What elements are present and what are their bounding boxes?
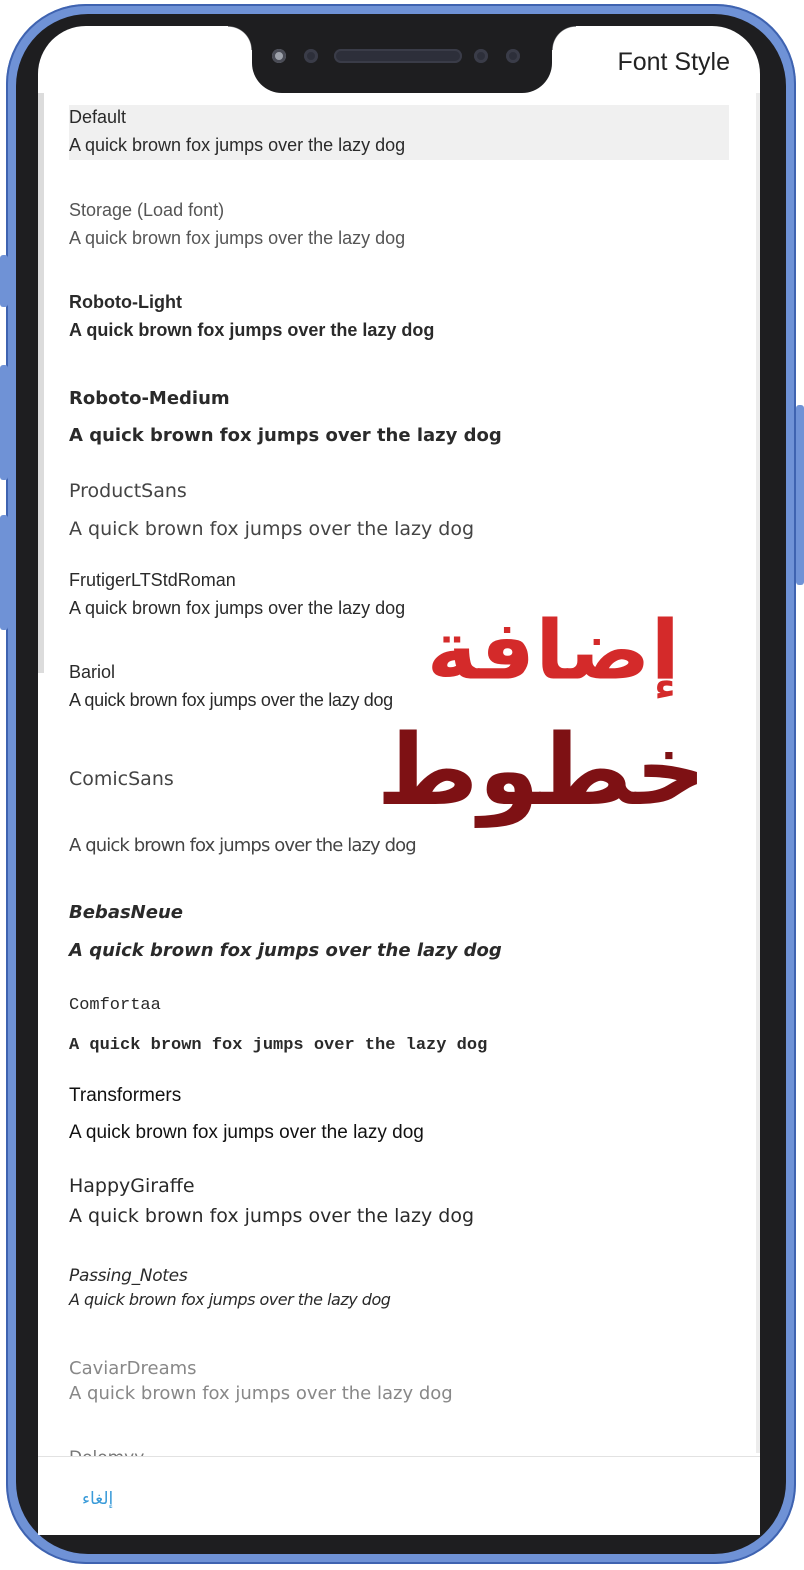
font-name: ComicSans xyxy=(69,768,174,790)
power-button xyxy=(796,405,804,585)
font-name: Roboto-Medium xyxy=(69,388,230,409)
font-option-default[interactable] xyxy=(69,105,729,160)
font-sample: A quick brown fox jumps over the lazy dog xyxy=(69,1290,391,1309)
font-sample: A quick brown fox jumps over the lazy dog xyxy=(69,690,393,710)
font-name: HappyGiraffe xyxy=(69,1175,195,1197)
speaker-grille xyxy=(334,49,462,63)
font-name: Passing_Notes xyxy=(69,1266,188,1286)
sensor-icon xyxy=(474,49,488,63)
screen xyxy=(38,26,760,1534)
font-sample: A quick brown fox jumps over the lazy dog xyxy=(69,1036,488,1055)
font-option-transformers[interactable] xyxy=(69,1083,729,1153)
font-option-comfortaa[interactable] xyxy=(69,994,729,1064)
font-sample: A quick brown fox jumps over the lazy dog xyxy=(69,228,406,248)
font-sample: A quick brown fox jumps over the lazy dog xyxy=(69,835,416,856)
font-sample: A quick brown fox jumps over the lazy dog xyxy=(69,425,502,446)
sensor-icon xyxy=(304,49,318,63)
font-option-roboto-medium[interactable] xyxy=(69,386,729,456)
font-sample: A quick brown fox jumps over the lazy dog xyxy=(69,135,406,155)
font-name: Default xyxy=(69,107,127,127)
font-name: Transformers xyxy=(69,1085,182,1106)
font-name: Bariol xyxy=(69,662,116,682)
font-sample: A quick brown fox jumps over the lazy dog xyxy=(69,1205,475,1227)
cancel-button[interactable]: إلغاء xyxy=(82,1489,114,1509)
notch xyxy=(252,26,552,93)
font-sample: A quick brown fox jumps over the lazy dog xyxy=(69,320,435,340)
font-sample: A quick brown fox jumps over the lazy dog xyxy=(69,1383,453,1404)
font-sample: A quick brown fox jumps over the lazy dog xyxy=(69,1122,424,1143)
font-option-storage[interactable] xyxy=(69,198,729,258)
font-name: ProductSans xyxy=(69,480,187,502)
volume-down-button xyxy=(0,515,8,630)
font-option-productsans[interactable] xyxy=(69,478,729,548)
font-option-passing-notes[interactable] xyxy=(69,1264,729,1316)
dialog-title: Font Style xyxy=(617,48,730,76)
font-sample: A quick brown fox jumps over the lazy dog xyxy=(69,940,502,961)
font-sample: A quick brown fox jumps over the lazy dog xyxy=(69,518,475,540)
font-sample: A quick brown fox jumps over the lazy dog xyxy=(69,598,406,618)
volume-up-button xyxy=(0,365,8,480)
font-option-partial[interactable] xyxy=(69,1446,144,1456)
font-name: Comfortaa xyxy=(69,996,161,1015)
overlay-title-line2: خطوط xyxy=(376,714,706,828)
font-option-roboto-light[interactable] xyxy=(69,290,729,350)
font-name: Roboto-Light xyxy=(69,292,182,312)
font-name: BebasNeue xyxy=(69,902,183,923)
sensor-icon xyxy=(506,49,520,63)
font-option-bebasneue[interactable] xyxy=(69,900,729,970)
font-name: Storage (Load font) xyxy=(69,200,225,220)
camera-icon xyxy=(272,49,286,63)
mute-switch xyxy=(0,255,8,307)
font-name: CaviarDreams xyxy=(69,1358,197,1379)
overlay-title-line1: إضافة xyxy=(426,603,680,699)
font-name: FrutigerLTStdRoman xyxy=(69,570,236,590)
dialog-actions xyxy=(38,1456,760,1535)
font-option-happygiraffe[interactable] xyxy=(69,1173,729,1233)
font-option-caviardreams[interactable] xyxy=(69,1356,729,1416)
